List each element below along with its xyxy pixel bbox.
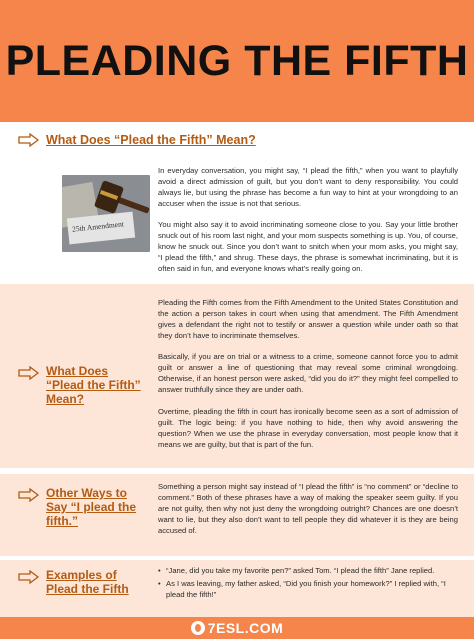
section2-heading <box>18 364 148 406</box>
section1-title: What Does “Plead the Fifth” Mean? <box>46 133 256 147</box>
arrow-right-icon <box>18 570 40 584</box>
list-item: • As I was leaving, my father asked, “Did you finish your homework?” I replied with, “I plead the fifth!” <box>158 578 458 600</box>
section1-paragraph-1: In everyday conversation, you might say, “I plead the fifth,” when you want to playfully avoid a direct admission of guilt, but you don’t want to deny responsibility. You could always lie, but using the phrase has become a fun way to hint at your wrongdoing to an accuser when the issue is not that serious. <box>158 166 458 208</box>
gavel-photo <box>62 175 150 252</box>
arrow-right-icon <box>18 488 40 502</box>
photo-caption: 25th Amendment <box>71 219 125 234</box>
arrow-right-icon <box>18 133 40 147</box>
section3-title: Other Ways to Say “I plead the fifth.” <box>46 486 137 528</box>
section1-heading <box>18 133 256 147</box>
logo-text: 7ESL.COM <box>207 620 284 636</box>
list-item: • “Jane, did you take my favorite pen?” asked Tom. “I plead the fifth” Jane replied. <box>158 565 458 576</box>
section2-paragraph-2: Basically, if you are on trial or a witness to a crime, someone cannot force you to admit guilt or answer a line of questioning that may reveal some criminal wrongdoing. Otherwise, if an honest person were asked, “did you do it?” they might feel compelled to answer truthfully since they are under oath. <box>158 352 458 394</box>
section1-paragraph-2: You might also say it to avoid incriminating someone close to you. Say your little brother snuck out of his room last night, and your mom suspects something is up. You, of course, know he snuck out. Since you don’t want to snitch when your mom asks, you might say, “I plead the fifth,” and shrug. These days, the phrase is somewhat incriminating, but it is often said in fun, and everyone knows what’s really going on. <box>158 220 458 273</box>
arrow-right-icon <box>18 366 40 380</box>
section2-paragraph-1: Pleading the Fifth comes from the Fifth Amendment to the United States Constitution and the action a person takes in court when using that amendment. The Fifth Amendment gives a defendant the right not to testify or answer a question while under oath so that they don’t have to incriminate themselves. <box>158 298 458 340</box>
section3-paragraph-1: Something a person might say instead of “I plead the fifth” is “no comment” or “decline to comment.” Both of these phrases have a way of making the speaker seem guilty. If you are not guilty, then why not just deny the wrongdoing outright? Chances are one doesn’t want to lie, but they also don’t want to tell people they did whatever it is they are being accused of. <box>158 482 458 535</box>
section2-title: What Does “Plead the Fifth” Mean? <box>46 364 141 406</box>
logo-icon <box>191 621 205 635</box>
section2-paragraph-3: Overtime, pleading the fifth in court has ironically become seen as a sort of admission of guilt. The logic being: if you have nothing to hide, then why avoid answering the question? When we use the phrase in everyday conversation, most people know that it means we are guilty, but that is part of the fun. <box>158 407 458 449</box>
page-title: PLEADING THE FIFTH <box>5 36 469 85</box>
section3-heading <box>18 486 148 528</box>
header-banner <box>0 0 474 122</box>
section4-title: Examples of Plead the Fifth <box>46 568 129 596</box>
site-logo[interactable] <box>191 620 284 636</box>
section4-heading <box>18 568 148 596</box>
examples-list <box>158 565 458 602</box>
footer-bar <box>0 617 474 639</box>
